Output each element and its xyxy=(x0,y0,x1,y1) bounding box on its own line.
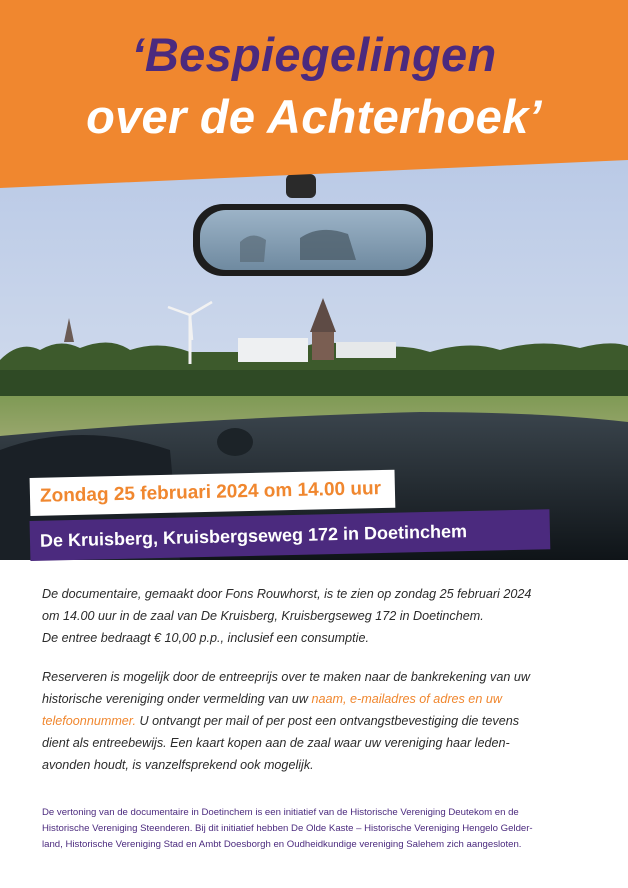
text-line: dient als entreebewijs. Een kaart kopen aan de zaal waar uw vereniging haar leden- xyxy=(42,736,510,750)
page-title xyxy=(0,24,628,148)
paragraph-event-info xyxy=(42,583,594,649)
text-segment: historische vereniging onder vermelding van uw xyxy=(42,692,312,706)
footer-note xyxy=(42,805,598,853)
highlight-text: telefoonnummer. xyxy=(42,714,137,728)
title-line-2: over de Achterhoek’ xyxy=(86,90,542,143)
footer-line: Historische Vereniging Steenderen. Bij dit initiatief hebben De Olde Kaste – Historische Vereniging Hengelo Gelder- xyxy=(42,823,533,834)
title-header xyxy=(0,0,628,190)
text-line: De documentaire, gemaakt door Fons Rouwhorst, is te zien op zondag 25 februari 2024 xyxy=(42,587,532,601)
title-line-1: ‘Bespiegelingen xyxy=(131,28,497,81)
text-line xyxy=(42,710,594,732)
date-banner: Zondag 25 februari 2024 om 14.00 uur xyxy=(30,470,396,516)
venue-banner: De Kruisberg, Kruisbergseweg 172 in Doetinchem xyxy=(30,509,551,561)
text-line xyxy=(42,688,594,710)
text-line: om 14.00 uur in de zaal van De Kruisberg, Kruisbergseweg 172 in Doetinchem. xyxy=(42,609,484,623)
text-line: Reserveren is mogelijk door de entreeprijs over te maken naar de bankrekening van uw xyxy=(42,670,530,684)
text-line: De entree bedraagt € 10,00 p.p., inclusief een consumptie. xyxy=(42,631,369,645)
paragraph-reservation xyxy=(42,666,594,776)
footer-line: De vertoning van de documentaire in Doetinchem is een initiatief van de Historische Vereniging Deutekom en de xyxy=(42,807,519,818)
footer-line: land, Historische Vereniging Stad en Ambt Doesborgh en Oudheidkundige vereniging Salehem zich aangesloten. xyxy=(42,839,522,850)
highlight-text: naam, e-mailadres of adres en uw xyxy=(311,692,502,706)
text-line: avonden houdt, is vanzelfsprekend ook mogelijk. xyxy=(42,758,314,772)
text-segment: U ontvangt per mail of per post een ontvangstbevestiging die tevens xyxy=(136,714,519,728)
